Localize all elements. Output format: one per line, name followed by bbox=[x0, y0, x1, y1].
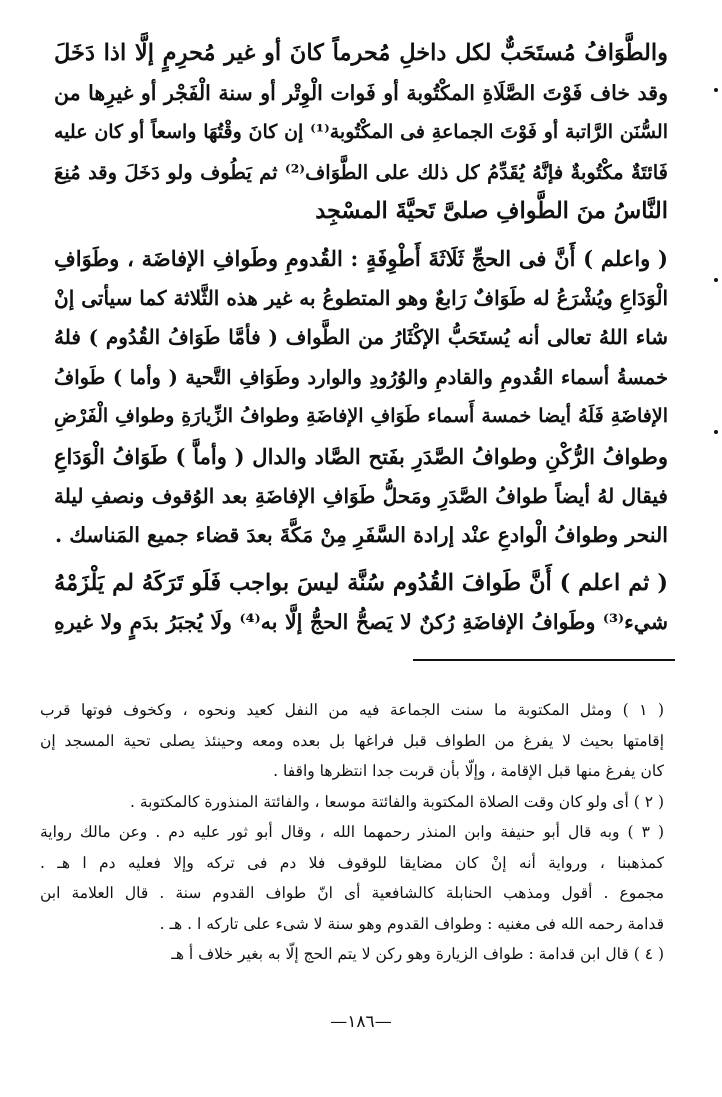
text-line: النحر وطوافُ الْوادعِ عنْد إرادة السَّفَرِ مِنْ مَكَّةَ بعدَ قضاء جميع المَناسك . bbox=[54, 523, 668, 548]
text-line: ( ثم اعلم ) أَنَّ طَوافَ القُدُوم سُنَّة ليسَ بواجب فَلَو تَرَكَهُ لم يَلْزَمْهُ bbox=[54, 569, 668, 596]
footnote-line: ( ٢ ) أى ولو كان وقت الصلاة المكتوبة والفائتة موسعا ، والفائتة المنذورة كالمكتوبة . bbox=[129, 792, 664, 811]
footnote-line: كان يفرغ منها قبل الإقامة ، وإلّا بأن قربت جدا انتظرها واقفا . bbox=[273, 762, 664, 780]
text-line: وطوافُ الرُّكْنِ وطوافُ الصَّدَرِ بفَتح الصَّاد والدال ( وأماَّ ) طَوَافُ الْوَدَاعِ bbox=[54, 443, 668, 469]
footnote-line: مجموع . أقول ومذهب الحنابلة كالشافعية أى انّ طواف القدوم سنة . قال العلامة ابن bbox=[40, 884, 664, 902]
footnote-1 bbox=[40, 695, 664, 787]
text-line: فَائتَةٌ مكْتُوبةٌ فإنَّهُ يُقَدِّمُ كل ذلك على الطَّوَاف⁽²⁾ ثم يَطُوف ولو دَخَلَ وقد مُنِعَ bbox=[54, 160, 668, 184]
text-line: شيء⁽³⁾ وطَوافُ الإفاضَةِ رُكنٌ لا يَصحُّ الحجُّ إلَّا به⁽⁴⁾ ولَا يُجبَرُ بدَمٍ ولا غيرهِ bbox=[54, 610, 668, 635]
footnote-line: ( ٤ ) قال ابن قدامة : طواف الزيارة وهو ركن لا يتم الحج إلّا به بغير خلاف أ هـ bbox=[171, 945, 664, 963]
text-line: شاء اللهُ تعالى أنه يُستَحَبُّ الإكْثَارُ من الطَّواف ( فأمَّا طَوَافُ القُدُوم ) فلهُ bbox=[54, 325, 668, 350]
margin-dot bbox=[714, 430, 718, 434]
text-line: فيقال لهُ أيضاً طوافُ الصَّدَرِ ومَحلُّ طَوَافِ الإفاضَةِ بعد الوُقوف ونصفِ ليلة bbox=[54, 483, 668, 508]
paragraph-three-tawafs bbox=[54, 239, 668, 556]
text-line: ( واعلم ) أَنَّ فى الحجِّ ثَلَاثَةَ أَطْوِفَةٍ : القُدومِ وطَوافِ الإفاضَة ، وطَوَافِ bbox=[54, 245, 668, 271]
footnote-line: إقامتها بحيث لا يفرغ من الطواف قبل فراغها بل بعده ومعه وحينئذ يصلى تحية المسجد إن bbox=[40, 731, 664, 750]
footnote-4 bbox=[40, 939, 664, 970]
footnote-line: ( ٣ ) وبه قال أبو حنيفة وابن المنذر رحمهما الله ، وقال أبو ثور عليه دم . وعن مالك رواية bbox=[40, 823, 664, 841]
text-line: وقد خاف فَوْتَ الصَّلَاةِ المكْتُوبة أو فَوات الْوِتْر أو سنة الْفَجْر أو غيرِها من bbox=[54, 80, 668, 105]
paragraph-tawaf-mustahab bbox=[54, 34, 668, 232]
text-line: والطَّوَافُ مُستَحَبٌّ لكل داخلِ مُحرماً كانَ أو غير مُحرِمٍ إلَّا اذا دَخَلَ bbox=[54, 40, 668, 66]
footnote-line: كمذهبنا ، ورواية أنه إنْ كان مضايقا للوقوف فلا دم فى تركه وإلا فعليه دم ا هـ . bbox=[40, 853, 664, 872]
main-text bbox=[54, 34, 668, 643]
text-line: السُّنَن الرَّاتبة أو فَوْتَ الجماعةِ فى المكْتُوبة⁽¹⁾ إن كانَ وقْتُهَا واسعاً أو كان عليه bbox=[54, 121, 668, 144]
margin-dot bbox=[714, 278, 718, 282]
margin-dot bbox=[714, 88, 718, 92]
footnote-3 bbox=[40, 817, 664, 939]
text-line: خمسةُ أسماء القُدومِ والقادمِ والوُرُودِ والوارد وطَوَافِ التَّحية ( وأما ) طَوافُ bbox=[54, 365, 668, 389]
paragraph-qudum-sunnah bbox=[54, 564, 668, 643]
footnote-2 bbox=[40, 787, 664, 818]
text-line: الإفاضَةِ فَلَهُ أيضا خمسة أَسماء طَوَافِ الإفاضَةِ وطوافُ الزِّيارَةِ وطوافِ الْفَرْضِ bbox=[54, 405, 668, 428]
footnotes bbox=[40, 695, 664, 970]
footnote-line: قدامة رحمه الله فى مغنيه : وطواف القدوم وهو سنة لا شىء على تاركه ا . هـ . bbox=[159, 914, 664, 933]
text-line: الْوَدَاعِ ويُشْرَعُ له طَوَافٌ رَابعٌ وهو المتطوعُ به غير هذه الثَّلاثة كما سيأتى إنْ bbox=[54, 285, 668, 310]
page-number: —١٨٦— bbox=[330, 1012, 392, 1032]
text-line: النَّاسُ منَ الطَّوافِ صلىَّ تَحيَّةَ المسْجِد bbox=[315, 198, 668, 225]
footnote-line: ( ١ ) ومثل المكتوبة ما سنت الجماعة فيه من النفل كعيد ونحوه ، وكخوف فوتها قرب bbox=[40, 701, 664, 719]
footnote-separator bbox=[413, 659, 675, 661]
